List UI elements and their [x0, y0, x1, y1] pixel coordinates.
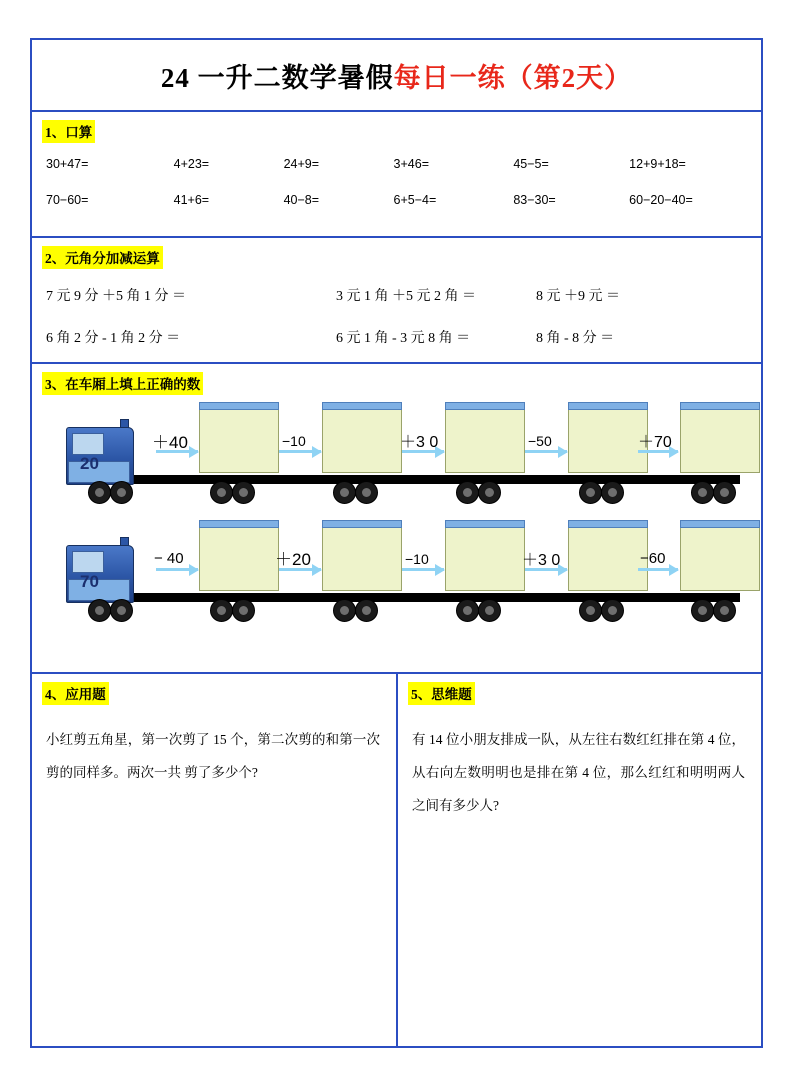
- section-word-problem: [32, 674, 398, 1048]
- oral-item: 4+23=: [173, 157, 210, 171]
- money-item: 6 角 2 分 ‑ 1 角 2 分 ＝: [46, 331, 181, 346]
- oral-item: 24+9=: [283, 157, 320, 171]
- truck-operation-label: −10: [405, 551, 429, 567]
- oral-item: 30+47=: [46, 157, 89, 171]
- section-truck-label: 3、在车厢上填上正确的数: [42, 372, 203, 395]
- truck-wagon-box[interactable]: [568, 527, 648, 591]
- section-word-problem-label: 4、应用题: [42, 682, 109, 705]
- section-thinking-problem-label: 5、思维题: [408, 682, 475, 705]
- money-item: 8 元 ＋9 元 ＝: [536, 289, 620, 304]
- section-money-label: 2、元角分加减运算: [42, 246, 163, 269]
- truck-train-1: [60, 401, 740, 511]
- truck-wheels: [333, 599, 389, 621]
- money-rows: [32, 285, 761, 347]
- truck-operation-label: ＋40: [152, 433, 188, 452]
- truck-operation-label: ＋20: [275, 550, 311, 569]
- truck-wheels: [579, 481, 635, 503]
- truck-train-2: [60, 519, 740, 629]
- truck-operation-label: ＋3 0: [400, 434, 439, 451]
- truck-wagon-box[interactable]: [199, 527, 279, 591]
- truck-wagon-box[interactable]: [445, 409, 525, 473]
- page-title-highlight: 每日一练（第2天）: [393, 62, 633, 93]
- truck-wagon-box[interactable]: [322, 409, 402, 473]
- money-row: [32, 327, 761, 347]
- truck-wheels: [88, 599, 144, 621]
- truck-wheels: [691, 599, 747, 621]
- truck-wagon-box[interactable]: [680, 527, 760, 591]
- oral-item: 12+9+18=: [629, 157, 686, 171]
- section-oral-calculation: [32, 112, 761, 238]
- oral-item: 45−5=: [513, 157, 549, 171]
- oral-item: 83−30=: [513, 193, 556, 207]
- truck-wheels: [691, 481, 747, 503]
- truck-start-number: 70: [80, 572, 99, 591]
- truck-wheels: [88, 481, 144, 503]
- truck-wheels: [210, 599, 266, 621]
- truck-operation-label: −50: [528, 433, 552, 449]
- truck-wagon-box[interactable]: [568, 409, 648, 473]
- truck-wagon-box[interactable]: [199, 409, 279, 473]
- section-thinking-problem: [398, 674, 761, 1048]
- worksheet-page: [30, 38, 763, 1048]
- truck-wheels: [579, 599, 635, 621]
- section-oral-label: 1、口算: [42, 120, 95, 143]
- truck-wagon-box[interactable]: [680, 409, 760, 473]
- truck-start-number: 20: [80, 454, 99, 473]
- truck-wheels: [456, 481, 512, 503]
- money-row: [32, 285, 761, 305]
- oral-row: [32, 193, 761, 207]
- truck-wagon-box[interactable]: [322, 527, 402, 591]
- page-title-bar: [32, 40, 761, 112]
- oral-item: 70−60=: [46, 193, 89, 207]
- oral-item: 40−8=: [283, 193, 320, 207]
- oral-rows: [32, 157, 761, 207]
- section-truck-fill: [32, 364, 761, 674]
- truck-wheels: [333, 481, 389, 503]
- oral-item: 60−20−40=: [629, 193, 693, 207]
- truck-operation-label: − 40: [154, 550, 184, 567]
- oral-item: 41+6=: [173, 193, 210, 207]
- oral-row: [32, 157, 761, 171]
- truck-wheels: [456, 599, 512, 621]
- truck-chassis: [88, 475, 740, 484]
- truck-wheels: [210, 481, 266, 503]
- page-title: [161, 56, 632, 95]
- truck-chassis: [88, 593, 740, 602]
- thinking-problem-text: 有 14 位小朋友排成一队，从左往右数红红排在第 4 位，从右向左数明明也是排在第 4 位，那么红红和明明两人之间有多少人?: [412, 732, 745, 813]
- money-item: 6 元 1 角 ‑ 3 元 8 角 ＝: [336, 331, 471, 346]
- page-title-prefix: 24 一升二数学暑假: [160, 62, 394, 93]
- oral-item: 3+46=: [393, 157, 430, 171]
- truck-wagon-box[interactable]: [445, 527, 525, 591]
- truck-operation-label: ＋70: [638, 434, 672, 451]
- truck-operation-label: −60: [640, 550, 666, 567]
- section-money-calculation: [32, 238, 761, 364]
- truck-illustration-area: [32, 401, 761, 651]
- money-item: 8 角 ‑ 8 分 ＝: [536, 331, 615, 346]
- truck-operation-label: ＋3 0: [522, 552, 561, 569]
- truck-operation-label: −10: [282, 433, 306, 449]
- bottom-problems: [32, 674, 761, 1048]
- oral-item: 6+5−4=: [393, 193, 437, 207]
- word-problem-text: 小红剪五角星，第一次剪了 15 个，第二次剪的和第一次剪的同样多。两次一共 剪了多少个?: [46, 732, 380, 780]
- money-item: 7 元 9 分 ＋5 角 1 分 ＝: [46, 289, 186, 304]
- money-item: 3 元 1 角 ＋5 元 2 角 ＝: [336, 289, 476, 304]
